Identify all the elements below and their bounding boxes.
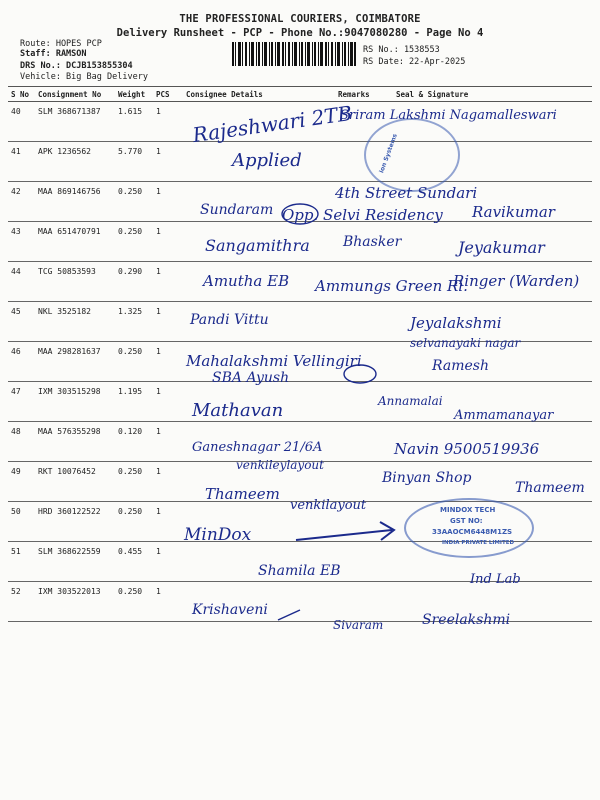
table-row <box>8 382 592 422</box>
cell-remarks <box>335 462 393 502</box>
cell-consignment: RKT 10076452 <box>35 462 115 502</box>
cell-consignee <box>183 422 335 462</box>
cell-sno: 42 <box>8 182 35 222</box>
vehicle-label: Vehicle: Big Bag Delivery <box>20 72 148 82</box>
table-row <box>8 222 592 262</box>
cell-consignment: APK 1236562 <box>35 142 115 182</box>
handwriting-consignee-49: Thameem <box>205 485 280 503</box>
cell-consignment: IXM 303515298 <box>35 382 115 422</box>
handwriting-consignee-40: Rajeshwari 2TB <box>191 100 354 148</box>
cell-weight: 0.250 <box>115 582 153 622</box>
cell-pcs: 1 <box>153 262 183 302</box>
handwriting-consignee-50: MinDox <box>184 525 252 545</box>
col-header-weight: Weight <box>115 87 153 102</box>
cell-consignee <box>183 382 335 422</box>
handwriting-signature-45b: selvanayaki nagar <box>410 336 521 350</box>
cell-consignee <box>183 582 335 622</box>
table-row <box>8 102 592 142</box>
cell-signature <box>393 342 592 382</box>
table-row <box>8 142 592 182</box>
handwriting-signature-43: Jeyakumar <box>458 238 545 257</box>
cell-remarks <box>335 342 393 382</box>
handwriting-remarks-42: 4th Street Sundari <box>335 184 478 202</box>
route-label: Route: HOPES PCP <box>20 39 102 49</box>
drs-number: DRS No.: DCJB153855304 <box>20 61 133 71</box>
staff-label: Staff: RAMSON <box>20 49 87 59</box>
col-header-sno: S No <box>8 87 35 102</box>
mindox-stamp-line4: INDIA PRIVATE LIMITED <box>442 540 515 546</box>
cell-consignee <box>183 502 335 542</box>
handwriting-signature-47: Ammamanayar <box>454 408 554 423</box>
handwriting-address-44: Ammungs Green Ri. <box>315 277 468 295</box>
handwriting-consignee-51: Shamila EB <box>258 563 341 579</box>
cell-pcs: 1 <box>153 342 183 382</box>
cell-consignment: NKL 3525182 <box>35 302 115 342</box>
cell-pcs: 1 <box>153 102 183 142</box>
cell-consignee <box>183 222 335 262</box>
cell-pcs: 1 <box>153 422 183 462</box>
handwriting-consignee-47: Mathavan <box>192 400 284 421</box>
mindox-stamp-line2: GST NO: <box>450 517 483 525</box>
cell-consignee <box>183 542 335 582</box>
table-row <box>8 182 592 222</box>
cell-consignment: TCG 50853593 <box>35 262 115 302</box>
cell-weight: 0.250 <box>115 342 153 382</box>
cell-signature <box>393 302 592 342</box>
report-title: THE PROFESSIONAL COURIERS, COIMBATORE <box>179 13 421 25</box>
cell-sno: 44 <box>8 262 35 302</box>
cell-pcs: 1 <box>153 582 183 622</box>
cell-consignment: MAA 298281637 <box>35 342 115 382</box>
cell-sno: 51 <box>8 542 35 582</box>
handwriting-signature-46: Ramesh <box>432 358 489 374</box>
handwriting-consignee-42: Sundaram <box>200 202 274 218</box>
cell-sno: 40 <box>8 102 35 142</box>
cell-consignee <box>183 462 335 502</box>
handwriting-signature-40: Sriram Lakshmi Nagamalleswari <box>340 108 557 123</box>
cell-weight: 5.770 <box>115 142 153 182</box>
cell-consignment: MAA 651470791 <box>35 222 115 262</box>
cell-remarks <box>335 302 393 342</box>
table-row <box>8 582 592 622</box>
cell-pcs: 1 <box>153 142 183 182</box>
handwriting-signature-51: Ind Lab <box>470 572 521 587</box>
cell-sno: 48 <box>8 422 35 462</box>
table-row <box>8 422 592 462</box>
col-header-pcs: PCS <box>153 87 183 102</box>
handwriting-address-42: Opp. Selvi Residency <box>282 206 443 224</box>
handwriting-consignee-46: Mahalakshmi Vellingiri <box>186 352 362 370</box>
handwriting-consignee-45: Pandi Vittu <box>190 312 269 328</box>
cell-consignment: SLM 368622559 <box>35 542 115 582</box>
cell-sno: 46 <box>8 342 35 382</box>
cell-remarks <box>335 262 393 302</box>
cell-sno: 47 <box>8 382 35 422</box>
cell-consignment: IXM 303522013 <box>35 582 115 622</box>
table-row <box>8 342 592 382</box>
handwriting-remarks-43: Bhasker <box>343 234 402 250</box>
mindox-stamp-line1: MINDOX TECH <box>440 506 496 514</box>
handwriting-consignee-46b: SBA Ayush <box>212 370 290 386</box>
mindox-stamp-line3: 33AAOCM6448M1ZS <box>432 528 513 536</box>
cell-weight: 1.615 <box>115 102 153 142</box>
handwriting-remarks-47: Annamalai <box>378 394 443 408</box>
cell-signature <box>393 582 592 622</box>
handwriting-signature-44: Ringer (Warden) <box>453 272 580 290</box>
cell-remarks <box>335 382 393 422</box>
cell-signature <box>393 422 592 462</box>
table-row <box>8 462 592 502</box>
cell-signature <box>393 222 592 262</box>
handwriting-address-50: venkilayout <box>290 498 367 513</box>
cell-sno: 49 <box>8 462 35 502</box>
handwriting-signature-45: Jeyalakshmi <box>410 314 502 332</box>
cell-pcs: 1 <box>153 382 183 422</box>
cell-consignee <box>183 262 335 302</box>
cell-remarks <box>335 422 393 462</box>
cell-sno: 50 <box>8 502 35 542</box>
handwriting-signature-49: Thameem <box>515 480 585 496</box>
round-company-stamp <box>364 118 460 192</box>
cell-consignee <box>183 182 335 222</box>
cell-consignee <box>183 342 335 382</box>
handwriting-signature-42: Ravikumar <box>472 203 555 221</box>
table-header-row <box>8 87 592 102</box>
handwriting-remarks-49: Binyan Shop <box>382 470 472 486</box>
cell-pcs: 1 <box>153 222 183 262</box>
cell-sno: 41 <box>8 142 35 182</box>
cell-consignment: HRD 360122522 <box>35 502 115 542</box>
cell-consignment: SLM 368671387 <box>35 102 115 142</box>
cell-pcs: 1 <box>153 502 183 542</box>
rs-date: RS Date: 22-Apr-2025 <box>363 57 466 67</box>
cell-weight: 0.250 <box>115 222 153 262</box>
cell-sno: 45 <box>8 302 35 342</box>
cell-pcs: 1 <box>153 542 183 582</box>
handwriting-consignee-41: Applied <box>232 150 302 171</box>
barcode-image <box>232 42 356 66</box>
cell-remarks <box>335 182 393 222</box>
handwriting-signature-52: Sreelakshmi <box>422 612 511 628</box>
handwriting-consignee-43: Sangamithra <box>205 236 310 255</box>
cell-consignee <box>183 302 335 342</box>
cell-consignee <box>183 102 335 142</box>
cell-weight: 0.250 <box>115 182 153 222</box>
cell-consignment: MAA 869146756 <box>35 182 115 222</box>
cell-weight: 0.120 <box>115 422 153 462</box>
cell-signature <box>393 382 592 422</box>
cell-weight: 1.325 <box>115 302 153 342</box>
col-header-consignment: Consignment No <box>35 87 115 102</box>
col-header-consignee: Consignee Details <box>183 87 335 102</box>
handwriting-consignee-48b: venkileylayout <box>236 458 324 472</box>
cell-remarks <box>335 222 393 262</box>
col-header-remarks: Remarks <box>335 87 393 102</box>
round-stamp-text: ion Systems <box>378 132 399 175</box>
col-header-seal-signature: Seal & Signature <box>393 87 592 102</box>
cell-sno: 52 <box>8 582 35 622</box>
cell-remarks <box>335 542 393 582</box>
cell-pcs: 1 <box>153 182 183 222</box>
handwriting-consignee-48: Ganeshnagar 21/6A <box>192 440 323 455</box>
table-row <box>8 302 592 342</box>
cell-signature <box>393 462 592 502</box>
cell-weight: 0.455 <box>115 542 153 582</box>
cell-consignment: MAA 576355298 <box>35 422 115 462</box>
cell-weight: 0.250 <box>115 502 153 542</box>
handwriting-consignee-44: Amutha EB <box>203 272 290 290</box>
cell-consignee <box>183 142 335 182</box>
cell-weight: 1.195 <box>115 382 153 422</box>
cell-sno: 43 <box>8 222 35 262</box>
table-row <box>8 262 592 302</box>
cell-weight: 0.250 <box>115 462 153 502</box>
handwriting-consignee-52: Krishaveni <box>192 602 268 618</box>
runsheet-subtitle: Delivery Runsheet - PCP - Phone No.:9047080280 - Page No 4 <box>116 27 484 39</box>
handwriting-signature-48: Navin 9500519936 <box>394 440 540 458</box>
cell-signature <box>393 262 592 302</box>
cell-remarks <box>335 502 393 542</box>
rs-number: RS No.: 1538553 <box>363 45 440 55</box>
handwriting-remarks-52: Sivaram <box>333 618 384 632</box>
cell-remarks <box>335 582 393 622</box>
cell-pcs: 1 <box>153 462 183 502</box>
cell-weight: 0.290 <box>115 262 153 302</box>
cell-pcs: 1 <box>153 302 183 342</box>
